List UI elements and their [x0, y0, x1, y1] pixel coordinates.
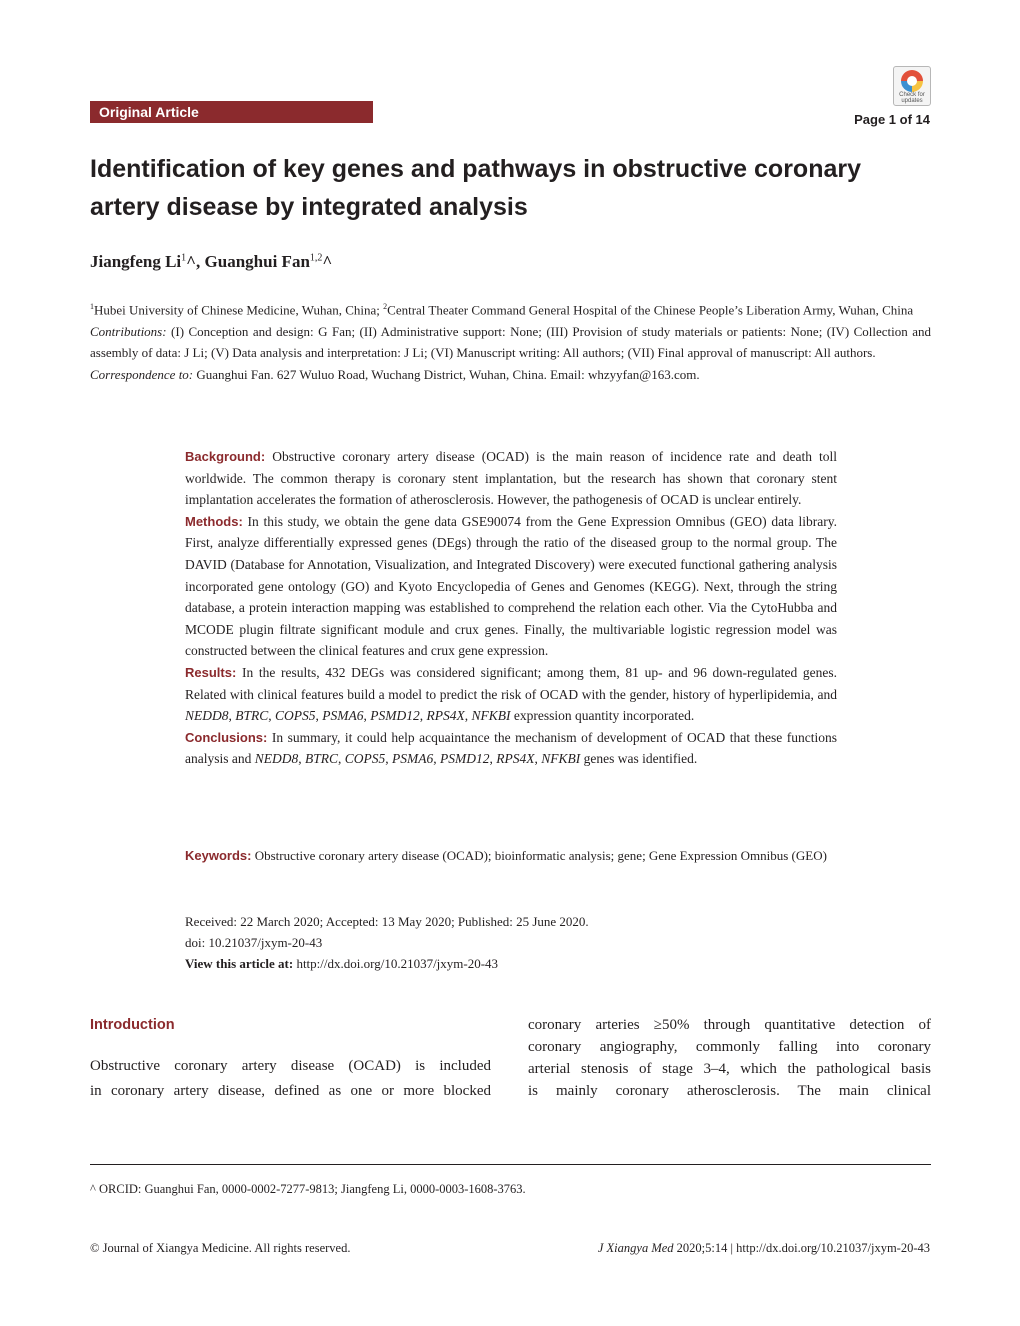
- affiliation-block: [90, 296, 931, 385]
- article-title: Identification of key genes and pathways in obstructive coronary artery disease by integrated analysis: [90, 155, 862, 221]
- orcid-mark: ^: [322, 252, 333, 271]
- contributions-text: (I) Conception and design: G Fan; (II) Administrative support: None; (III) Provision of study materials or patients: None; (IV) Collection and assembly of data: J Li; (V) Data analysis and interpretation: J Li; (VI) Manuscript writing: All authors; (VII) Final approval of manuscript: All authors.: [90, 323, 931, 361]
- correspondence-text: Guanghui Fan. 627 Wuluo Road, Wuchang District, Wuhan, China. Email: whzyyfan@163.com.: [193, 366, 700, 382]
- body-text-line: is mainly coronary atherosclerosis. The main clinical: [528, 1083, 931, 1099]
- correspondence-label: Correspondence to:: [90, 366, 194, 382]
- contributions: [90, 321, 931, 364]
- footnote-divider: [90, 1164, 931, 1165]
- journal-citation: [598, 1241, 930, 1256]
- abstract-results: Results: In the results, 432 DEGs was considered significant; among them, 81 up- and 96 down-regulated genes. Related with clinical features build a model to predict the risk of OCAD with the gender, history of hyperlipidemia, and NEDD8, BTRC, COPS5, PSMA6, PSMD12, RPS4X, NFKBI expression quantity incorporated.: [185, 664, 837, 724]
- crossmark-text-line1: Check for: [899, 92, 925, 98]
- abstract: [185, 446, 837, 770]
- body-text-line: in coronary artery disease, defined as one or more blocked: [90, 1083, 491, 1099]
- article-type-label: Original Article: [99, 104, 199, 120]
- author-name: Jiangfeng Li: [90, 252, 182, 271]
- author-list: Jiangfeng Li$^1$^, Guanghui Fan$^{1,2}$^: [90, 252, 333, 271]
- article-type-banner: [90, 101, 373, 123]
- introduction-heading: Introduction: [90, 1017, 175, 1033]
- affiliations: $^1$Hubei University of Chinese Medicine, Wuhan, China; $^2$Central Theater Command General Hospital of the Chinese People’s Liberation Army, Wuhan, China: [90, 302, 914, 318]
- publication-dates: Received: 22 March 2020; Accepted: 13 May 2020; Published: 25 June 2020.: [185, 914, 589, 929]
- author-affiliation-sup: 1,2: [309, 252, 323, 264]
- body-text-line: coronary angiography, commonly falling into coronary: [528, 1039, 931, 1055]
- journal-name: J Xiangya Med: [597, 1241, 674, 1255]
- page-number: Page 1 of 14: [854, 112, 930, 127]
- view-article-line: [185, 953, 837, 974]
- abstract-conclusions: Conclusions: In summary, it could help acquaintance the mechanism of development of OCAD that these functions analysis and NEDD8, BTRC, COPS5, PSMA6, PSMD12, RPS4X, NFKBI genes was identified.: [185, 729, 837, 767]
- orcid-mark: ^: [186, 252, 197, 271]
- doi: doi: 10.21037/jxym-20-43: [185, 935, 323, 950]
- introduction-right-column: [528, 1014, 931, 1102]
- introduction-left-column: [90, 1054, 491, 1104]
- orcid-footnote: ^ ORCID: Guanghui Fan, 0000-0002-7277-9813; Jiangfeng Li, 0000-0003-1608-3763.: [90, 1182, 526, 1196]
- view-article-link[interactable]: http://dx.doi.org/10.21037/jxym-20-43: [293, 956, 499, 971]
- copyright-notice: © Journal of Xiangya Medicine. All rights reserved.: [90, 1241, 351, 1255]
- keywords-text: Obstructive coronary artery disease (OCAD); bioinformatic analysis; gene; Gene Expression Omnibus (GEO): [251, 848, 827, 863]
- crossmark-icon: [901, 70, 923, 92]
- body-text-line: arterial stenosis of stage 3–4, which the pathological basis: [528, 1061, 931, 1077]
- author-name: Guanghui Fan: [204, 252, 310, 271]
- publication-info: [185, 911, 837, 974]
- crossmark-text-line2: updates: [901, 98, 923, 104]
- author-affiliation-sup: 1: [181, 252, 187, 264]
- abstract-methods: Methods: In this study, we obtain the gene data GSE90074 from the Gene Expression Omnibus (GEO) data library. First, analyze differentially expressed genes (DEgs) through the ratio of the diseased group to the normal group. The DAVID (Database for Annotation, Visualization, and Integrated Discovery) were executed functional gathering analysis incorporated gene ontology (GO) and Kyoto Encyclopedia of Genes and Genomes (KEGG). Next, through the string database, a protein interaction mapping was established to comprehend the relation each other. Via the CytoHubba and MCODE plugin filtrate significant module and crux genes. Finally, the multivariable logistic regression model was constructed between the clinical features and crux gene expression.: [185, 513, 837, 659]
- correspondence: [90, 364, 931, 386]
- keywords-label: Keywords:: [185, 848, 252, 863]
- abstract-background: Background: Obstructive coronary artery disease (OCAD) is the main reason of incidence rate and death toll worldwide. The common therapy is coronary stent implantation, but the research has shown that coronary stent implantation accelerates the formation of atherosclerosis. However, the pathogenesis of OCAD is unclear entirely.: [185, 449, 837, 508]
- body-text-line: coronary arteries ≥50% through quantitative detection of: [528, 1017, 931, 1033]
- body-text-line: Obstructive coronary artery disease (OCAD) is included: [90, 1058, 491, 1074]
- citation-text: 2020;5:14 | http://dx.doi.org/10.21037/jxym-20-43: [673, 1241, 930, 1255]
- view-article-label: View this article at:: [185, 956, 294, 971]
- keywords: [185, 845, 837, 867]
- check-for-updates-badge[interactable]: [893, 66, 931, 106]
- contributions-label: Contributions:: [90, 323, 167, 339]
